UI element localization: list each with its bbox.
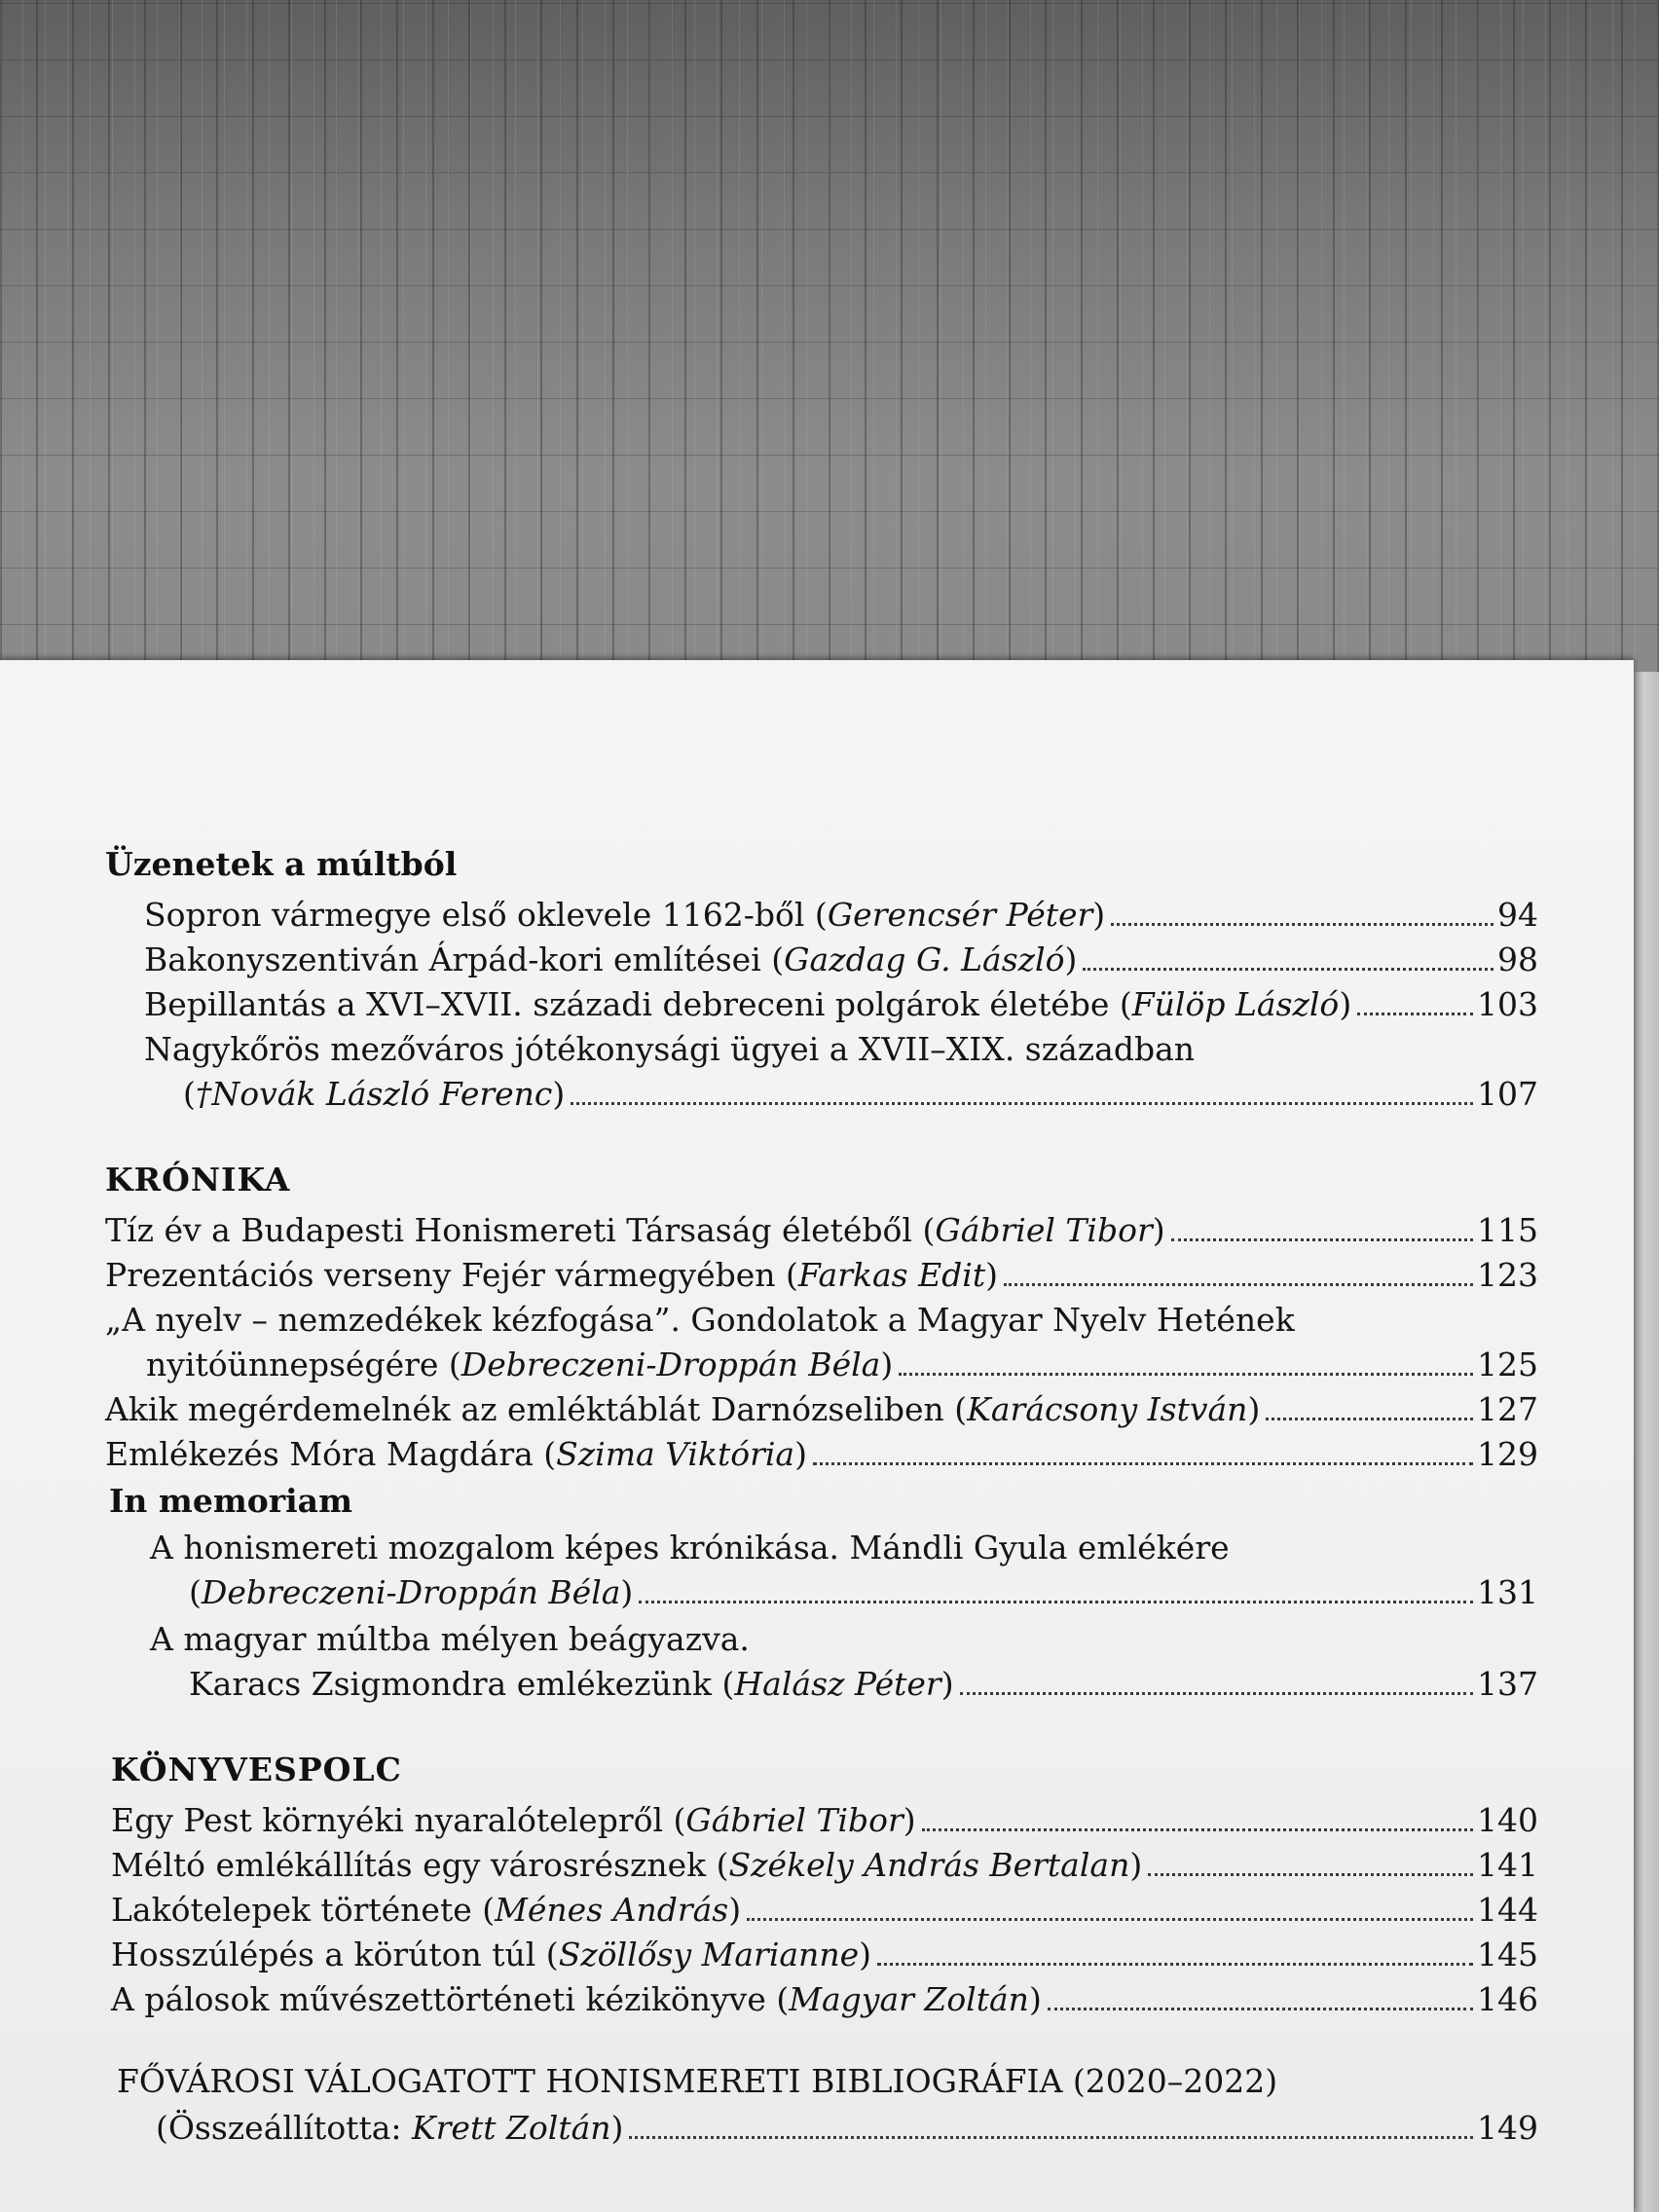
entry-paren: )	[859, 1936, 871, 1973]
entry-title: Prezentációs verseny Fejér vármegyében (	[105, 1256, 798, 1294]
entry-title: Nagykőrös mezőváros jótékonysági ügyei a XVII–XIX. században	[144, 1030, 1196, 1068]
entry-paren: )	[728, 1891, 742, 1929]
section-heading-uzenetek: Üzenetek a múltból	[105, 845, 458, 883]
entry-title: A pálosok művészettörténeti kézikönyve (	[111, 1980, 790, 2018]
entry-title: „A nyelv – nemzedékek kézfogása”. Gondolatok a Magyar Nyelv Hetének	[105, 1301, 1295, 1339]
toc-entry[interactable]	[111, 1793, 1538, 1840]
entry-author: Farkas Edit	[797, 1256, 986, 1294]
entry-author: Halász Péter	[734, 1665, 941, 1703]
dot-leader	[960, 1692, 1473, 1695]
section-heading-konyvespolc: KÖNYVESPOLC	[111, 1751, 402, 1788]
entry-title: nyitóünnepségére (	[146, 1346, 461, 1383]
toc-entry[interactable]	[111, 1883, 1538, 1930]
entry-paren: )	[620, 1573, 634, 1611]
dot-leader	[1004, 1283, 1473, 1286]
toc-entry[interactable]	[156, 2101, 1538, 2148]
entry-author: Gábriel Tibor	[935, 1211, 1153, 1249]
entry-title: (	[189, 1573, 202, 1611]
dot-leader	[877, 1963, 1473, 1966]
entry-paren: )	[1152, 1211, 1165, 1249]
entry-paren: )	[985, 1256, 998, 1294]
entry-author: Szöllősy Marianne	[558, 1936, 860, 1973]
page-number: 141	[1477, 1846, 1538, 1884]
entry-title: A magyar múltba mélyen beágyazva.	[150, 1620, 750, 1658]
section-heading-in-memoriam: In memoriam	[109, 1482, 352, 1520]
page-number: 137	[1477, 1665, 1538, 1703]
dot-leader	[1083, 968, 1493, 971]
entry-paren: )	[1092, 896, 1106, 934]
page-number: 145	[1477, 1936, 1538, 1973]
entry-author: Karácsony István	[967, 1390, 1248, 1428]
entry-author: Ménes András	[495, 1891, 729, 1929]
entry-author: Székely András Bertalan	[728, 1846, 1130, 1884]
entry-author: Gábriel Tibor	[685, 1801, 903, 1839]
entry-title: Akik megérdemelnék az emléktáblát Darnózseliben (	[105, 1390, 968, 1428]
entry-title: (	[183, 1075, 196, 1113]
entry-author: Magyar Zoltán	[789, 1980, 1029, 2018]
entry-title: Karacs Zsigmondra emlékezünk (	[189, 1665, 735, 1703]
dot-leader	[571, 1102, 1473, 1105]
page-number: 103	[1477, 985, 1538, 1023]
dot-leader	[1048, 2008, 1473, 2010]
dot-leader	[813, 1462, 1473, 1465]
toc-entry[interactable]	[111, 1928, 1538, 1974]
dot-leader	[1111, 923, 1493, 926]
page-number: 129	[1477, 1435, 1538, 1473]
toc-entry[interactable]	[189, 1657, 1538, 1704]
toc-entry[interactable]	[105, 1427, 1538, 1474]
page-number: 125	[1477, 1346, 1538, 1383]
page-number: 149	[1477, 2109, 1538, 2147]
dot-leader	[639, 1601, 1473, 1604]
toc-entry-first-line[interactable]	[150, 1521, 1538, 1567]
entry-title: Hosszúlépés a körúton túl (	[111, 1936, 559, 1973]
page-number: 107	[1477, 1075, 1538, 1113]
entry-title: (Összeállította:	[156, 2109, 412, 2147]
toc-entry-first-line[interactable]	[150, 1612, 1538, 1659]
dot-leader	[899, 1373, 1473, 1376]
entry-title: Emlékezés Móra Magdára (	[105, 1435, 557, 1473]
toc-entry[interactable]	[144, 888, 1538, 935]
entry-author: Gazdag G. László	[784, 940, 1065, 978]
entry-paren: )	[1064, 940, 1078, 978]
entry-title: FŐVÁROSI VÁLOGATOTT HONISMERETI BIBLIOGRÁFIA (2020–2022)	[117, 2062, 1278, 2100]
toc-entry[interactable]	[105, 1203, 1538, 1250]
entry-paren: )	[1129, 1846, 1143, 1884]
entry-title: Lakótelepek története (	[111, 1891, 496, 1929]
entry-author: Krett Zoltán	[412, 2109, 611, 2147]
entry-author: Debreczeni-Droppán Béla	[461, 1346, 881, 1383]
entry-title: Bepillantás a XVI–XVII. századi debreceni polgárok életébe (	[144, 985, 1132, 1023]
entry-author: Fülöp László	[1131, 985, 1340, 1023]
toc-entry[interactable]	[105, 1248, 1538, 1295]
dot-leader	[747, 1918, 1473, 1921]
page-number: 131	[1477, 1573, 1538, 1611]
page-number: 98	[1497, 940, 1538, 978]
page-number: 123	[1477, 1256, 1538, 1294]
toc-entry[interactable]	[105, 1382, 1538, 1429]
entry-paren: )	[794, 1435, 807, 1473]
page-number: 146	[1477, 1980, 1538, 2018]
dot-leader	[629, 2136, 1473, 2139]
dot-leader	[922, 1828, 1473, 1831]
toc-entry-first-line[interactable]	[117, 2054, 1538, 2101]
page-number: 144	[1477, 1891, 1538, 1929]
dot-leader	[1266, 1418, 1473, 1420]
dot-leader	[1357, 1013, 1473, 1015]
entry-author: †Novák László Ferenc	[195, 1075, 553, 1113]
toc-entry[interactable]	[111, 1972, 1538, 2019]
dot-leader	[1171, 1238, 1473, 1241]
entry-paren: )	[1028, 1980, 1042, 2018]
page-number: 140	[1477, 1801, 1538, 1839]
page-number: 94	[1497, 896, 1538, 934]
entry-author: Debreczeni-Droppán Béla	[201, 1573, 621, 1611]
entry-title: A honismereti mozgalom képes krónikása. Mándli Gyula emlékére	[150, 1529, 1230, 1567]
dot-leader	[1148, 1873, 1473, 1876]
entry-paren: )	[880, 1346, 894, 1383]
toc-entry[interactable]	[111, 1838, 1538, 1885]
page-number: 127	[1477, 1390, 1538, 1428]
toc-entry-first-line[interactable]	[144, 1022, 1538, 1069]
entry-author: Szima Viktória	[556, 1435, 795, 1473]
toc-entry[interactable]	[144, 977, 1538, 1024]
toc-entry[interactable]	[189, 1566, 1538, 1612]
toc-entry-first-line[interactable]	[105, 1293, 1538, 1340]
entry-title: Sopron vármegye első oklevele 1162-ből (	[144, 896, 828, 934]
entry-paren: )	[903, 1801, 916, 1839]
toc-entry[interactable]	[146, 1338, 1538, 1384]
entry-title: Tíz év a Budapesti Honismereti Társaság életéből (	[105, 1211, 936, 1249]
entry-title: Méltó emlékállítás egy városrésznek (	[111, 1846, 729, 1884]
entry-paren: )	[1339, 985, 1352, 1023]
page-number: 115	[1477, 1211, 1538, 1249]
entry-title: Egy Pest környéki nyaralótelepről (	[111, 1801, 686, 1839]
entry-paren: )	[940, 1665, 954, 1703]
entry-title: Bakonyszentiván Árpád-kori említései (	[144, 940, 785, 978]
entry-paren: )	[1247, 1390, 1261, 1428]
entry-author: Gerencsér Péter	[827, 896, 1093, 934]
toc-entry[interactable]	[183, 1067, 1538, 1114]
entry-paren: )	[552, 1075, 566, 1113]
section-heading-kronika: KRÓNIKA	[105, 1161, 291, 1198]
entry-paren: )	[610, 2109, 624, 2147]
toc-entry[interactable]	[144, 933, 1538, 979]
